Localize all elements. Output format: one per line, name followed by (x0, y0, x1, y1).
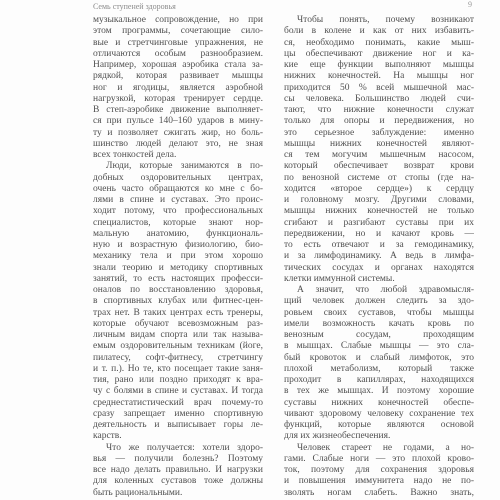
text-line: трах нет. В таких центрах есть тренеры, (93, 307, 263, 318)
text-line: ту и позволяет сжигать жир, но боль- (93, 127, 263, 138)
text-line: очень часто обращаются ко мне с бо- (93, 183, 263, 194)
text-line: лями в спине и суставах. Это проис- (93, 195, 263, 205)
text-line: в тех же мышцах. И поэтому хорошие (284, 386, 474, 397)
text-line: этом программы, сочетающие сило- (93, 26, 263, 37)
text-line: ток, поэтому для сохранения здоровья (284, 465, 474, 475)
text-line: вые и стретчинговые упражнения, не (93, 37, 263, 48)
text-line: и за лимфодинамику. А ведь в лимфа- (284, 251, 474, 262)
text-line: боли в колене и как от них избавить- (284, 26, 474, 37)
text-line: карств. (93, 431, 122, 442)
text-line: для их жизнеобеспечения. (284, 431, 391, 442)
right-column (284, 15, 474, 499)
text-line: Человек стареет не годами, а но- (297, 442, 474, 453)
text-line: пилатесу, софт-фитнесу, стретчингу (93, 352, 263, 363)
text-line: гами. Слабые ноги — это плохой крово- (284, 453, 474, 464)
text-line: рядкой, которая развивает мышцы (93, 71, 263, 82)
text-line: клетки иммунной системы. (284, 273, 395, 284)
text-line: чу с болями в спине и суставах. И тогда (93, 386, 263, 397)
paragraph (93, 15, 263, 161)
text-line: В степ-аэробике движение выполняет- (93, 105, 263, 115)
text-line: вья — получили болезнь? Поэтому (93, 453, 263, 464)
text-line: оналов по восстановлению здоровья, (93, 285, 263, 295)
text-line: Что же получается: хотели здоро- (106, 442, 263, 453)
text-line: по венозной системе от стопы (где на- (284, 172, 474, 183)
paragraph (93, 161, 263, 442)
text-line: сразу запрещает именно спортивную (93, 408, 263, 419)
text-line: ног и ягодицы, является аэробной (93, 82, 263, 93)
text-line: суставы нижних конечностей обеспе- (284, 397, 474, 408)
page-number: 9 (468, 0, 472, 9)
text-line: которые обучают всевозможным раз- (93, 318, 263, 329)
text-line: ходит потому, что профессиональных (93, 206, 263, 217)
text-line: венозным сосудам, проходящим (284, 330, 474, 340)
text-line: добных оздоровительных центрах, (93, 172, 263, 183)
text-line: емым оздоровительным техникам (йоге, (93, 341, 263, 352)
text-line: только для опоры и передвижения, но (284, 116, 474, 127)
text-line: для коленных суставов тоже должны (93, 476, 263, 487)
text-line: и повышения иммунитета надо не по- (284, 476, 474, 487)
text-line: и т. п.). Но те, кто посещает такие заня- (93, 363, 263, 374)
text-line: ся, необходимо понимать, какие мыш- (284, 37, 474, 48)
text-line: кие еще функции выполняют мышцы (284, 60, 474, 70)
text-line: нагрузкой, которая тренирует сердце. (93, 93, 263, 104)
text-line: имели возможность качать кровь по (284, 318, 474, 329)
text-line: среднестатистический врач почему-то (93, 397, 263, 408)
text-line: ся тем могучим мышечным насосом, (284, 150, 474, 160)
text-line: А значит, что любой здравомысля- (297, 285, 474, 295)
paragraph (284, 443, 474, 499)
text-line: это серьезное заблуждение: именно (284, 127, 474, 138)
text-line: шинство людей делают это, не зная (93, 138, 263, 149)
text-line: плохой метаболизм, который также (284, 363, 474, 374)
text-line: всех тонкостей дела. (93, 150, 177, 160)
text-line: тических сосудах и органах находятся (284, 262, 474, 273)
text-line: проходит в капиллярах, находящихся (284, 375, 474, 385)
text-line: личным видам спорта или так называ- (93, 330, 263, 340)
text-line: знали теорию и методику спортивных (93, 262, 263, 273)
text-line: Люди, которые занимаются в по- (106, 161, 263, 172)
text-line: тают, что нижние конечности служат (284, 105, 474, 115)
text-line: быть рациональными. (93, 487, 183, 498)
text-line: чивают здоровому человеку сохранение тех (284, 408, 474, 419)
text-line: сы человека. Большинство людей счи- (284, 93, 474, 104)
paragraph (284, 285, 474, 443)
text-line: и головному мозгу. Другими словами, (284, 195, 474, 205)
text-line: ходится «второе сердце») к сердцу (284, 183, 474, 194)
paragraph (284, 15, 474, 285)
running-title: Семь ступеней здоровья (93, 2, 176, 11)
text-line: бый кровоток и слабый лимфоток, это (284, 352, 474, 363)
text-line: все надо делать правильно. И нагрузки (93, 465, 263, 475)
text-line: приходится 50 % всей мышечной мас- (284, 82, 474, 93)
text-line: Например, хорошая аэробика стала за- (93, 60, 263, 70)
text-line: механику тела и при этом хорошо (93, 251, 263, 262)
text-line: зволять ногам слабеть. Важно знать, (284, 487, 474, 498)
text-line: ся при пульсе 140–160 ударов в мину- (93, 116, 263, 127)
text-line: то есть отвечают и за гемодинамику, (284, 240, 474, 250)
text-line: мышцы нижних конечностей являют- (284, 138, 474, 149)
paragraph (93, 443, 263, 499)
text-line: занятий, то есть настоящих професси- (93, 273, 263, 284)
text-line: музыкальное сопровождение, но при (93, 15, 263, 25)
text-line: передвижении, но и качают кровь — (284, 228, 474, 239)
text-line: сгибают и разгибают суставы при их (284, 217, 474, 228)
text-line: Чтобы понять, почему возникают (297, 15, 474, 25)
text-line: деятельность и выписывает горы ле- (93, 420, 263, 430)
left-column (93, 15, 263, 499)
text-line: в мышцах. Слабые мышцы — это сла- (284, 341, 474, 352)
text-line: цы обеспечивают движение ног и ка- (284, 48, 474, 59)
text-line: тия, рано или поздно приходят к вра- (93, 375, 263, 385)
text-line: в спортивных клубах или фитнес-цен- (93, 296, 263, 307)
text-line: функций, которые являются основой (284, 420, 474, 430)
text-line: отличаются особым разнообразием. (93, 48, 263, 59)
text-line: щий человек должен следить за здо- (284, 296, 474, 307)
text-line: ную и возрастную физиологию, био- (93, 240, 263, 250)
text-line: нижних конечностей. На мышцы ног (284, 71, 474, 82)
text-line: мышцы нижних конечностей не только (284, 206, 474, 217)
text-line: ровьем своих суставов, чтобы мышцы (284, 307, 474, 318)
text-line: специалистов, которые знают нор- (93, 217, 263, 228)
text-line: который обеспечивает возврат крови (284, 161, 474, 172)
text-line: мальную анатомию, функциональ- (93, 228, 263, 239)
